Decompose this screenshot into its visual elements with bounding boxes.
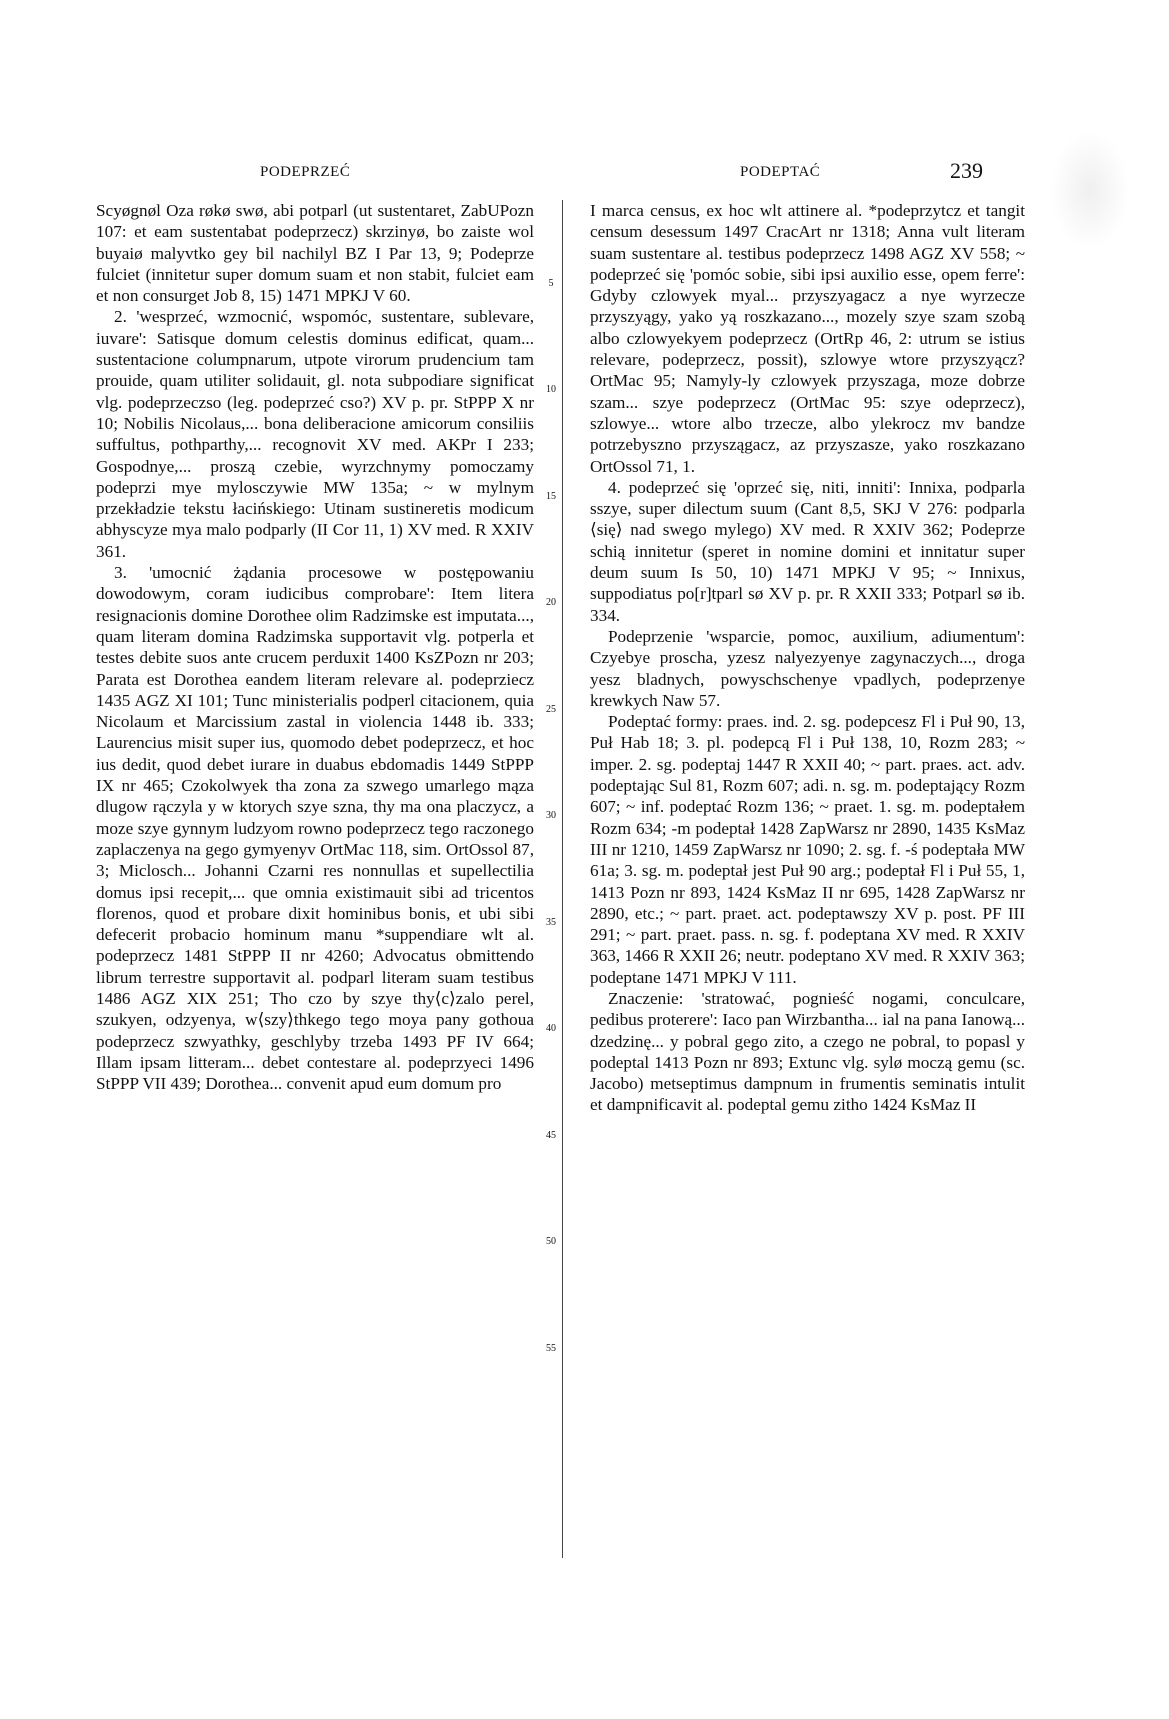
right-column (590, 200, 1025, 1116)
line-number: 30 (546, 810, 556, 821)
line-number: 50 (546, 1236, 556, 1247)
line-number: 40 (546, 1023, 556, 1034)
line-number: 5 (548, 278, 554, 289)
page-smudge (1050, 130, 1130, 250)
line-number: 20 (546, 597, 556, 608)
left-column (96, 200, 534, 1094)
page-header (0, 160, 1169, 190)
line-number: 10 (546, 384, 556, 395)
entry-paragraph: 2. 'wesprzeć, wzmocnić, wspomóc, sustentare, sublevare, iuvare': Satisque domum celestis dominus edificat, quam... sustentacione columpnarum, utpote virorum prudencium tam prouide, quam utiliter solidauit, gl. nota subpodiare significat vlg. podeprzeczso (leg. podeprzeć cso?) XV p. pr. StPPP X nr 10; Nobilis Nicolaus,... bona deliberacione amicorum consiliis suffultus, pothparthy,... recognovit XV med. AKPr I 233; Gospodnye,... proszą czebie, wyrzchnymy pomoczamy podeprzi mye mylosczywie MW 135a; ~ w mylnym przekładzie tekstu łacińskiego: Utinam sustineretis modicum abhyscyze mya malo podparly (II Cor 11, 1) XV med. R XXIV 361. (96, 307, 534, 561)
line-number: 45 (546, 1130, 556, 1141)
line-number-gutter (540, 200, 562, 1558)
entry-paragraph: Scyøgnøl Oza røkø swø, abi potparl (ut sustentaret, ZabUPozn 107: et eam sustentabat podeprzecz) skrzinyø, bo zaiste wol buyaiø malyvtko gey bil nachilyl BZ I Par 13, 9; Podeprze fulciet (innitetur super domum suam et non stabit, fulciet eam et non consurget Job 8, 15) 1471 MPKJ V 60. (96, 201, 534, 306)
line-number: 15 (546, 491, 556, 502)
page-number: 239 (950, 158, 983, 183)
line-number: 25 (546, 704, 556, 715)
left-running-head: PODEPRZEĆ (260, 164, 351, 180)
entry-paragraph: 3. 'umocnić żądania procesowe w postępowaniu dowodowym, coram iudicibus comprobare': Item litera resignacionis domine Dorothee olim Radzimske est imputata..., quam literam domina Radzimska supportavit vlg. potperla et testes debite suos ante crucem perduxit 1400 KsZPozn nr 203; Parata est Dorothea eandem literam relevare al. podeprziecz 1435 AGZ XI 101; Tunc ministerialis podperl citacionem, quia Nicolaum et Marcissium zastal in violencia 1448 ib. 333; Laurencius misit super ius, quomodo debet podeprzecz, et hoc ius dedit, quod debet iurare in duabus ebdomadis 1449 StPPP IX nr 465; Czokolwyek tha zona za szwego umarlego mąza dlugow rączyla y w ktorych szye szna, thy ma ona placzycz, a moze szye gynnym ludzyom rowno podeprzecz tego raczonego zaplaczenya na gego gymyenyv OrtMac 118, sim. OrtOssol 87, 3; Miclosch... Johanni Czarni res nonnullas et supellectilia domus ipsi recepit,... que omnia existimauit sibi ad tricentos florenos, quod et probare dixit hominibus bonis, et ubi sibi defecerit probacio hominum manu *suppendiare wlt al. podeprzecz 1481 StPPP II nr 4260; Advocatus obmittendo librum terrestre supportavit al. podparl literam suam testibus 1486 AGZ XIX 251; Tho czo by szye thy⟨c⟩zalo perel, szukyen, odzyenya, w⟨szy⟩thkego tego moya pany gothoua podeprzecz szwyathky, geschlyby trzeba 1493 PF IV 664; Illam ipsam litteram... debet contestare al. podeprzyeci 1496 StPPP VII 439; Dorothea... convenit apud eum domum pro (96, 563, 534, 1094)
entry-paragraph: Znaczenie: 'stratować, pognieść nogami, conculcare, pedibus proterere': Iaco pan Wirzbantha... ial na pana Ianową... dzedzinę... y pobral gego zito, a czego ne pobral, to popasl y podeptal 1413 Pozn nr 893; Extunc vlg. sylø moczą gemu (sc. Jacobo) metseptimus dampnum in frumentis seminatis intulit et dampnificavit al. podeptal gemu zitho 1424 KsMaz II (590, 988, 1025, 1115)
entry-paragraph: 4. podeprzeć się 'oprzeć się, niti, inniti': Innixa, podparla sszye, super dilectum suum (Cant 8,5, SKJ V 276: podparla ⟨się⟩ nad swego mylego) XV med. R XXIV 362; Podeprze schią innitetur (speret in nomine domini et innitatur super deum suum Is 50, 10) 1471 MPKJ V 95; ~ Innixus, suppodiatus po[r]tparl sø XV p. pr. R XXII 333; Potparl sø ib. 334. (590, 477, 1025, 625)
line-number: 55 (546, 1343, 556, 1354)
column-divider (562, 200, 563, 1558)
entry-paragraph: I marca census, ex hoc wlt attinere al. *podeprzytcz et tangit censum desessum 1497 CracArt nr 1318; Anna vult literam suam sustentare al. testibus podeprzecz 1498 AGZ XV 558; ~ podeprzeć się 'pomóc sobie, sibi ipsi auxilio esse, opem ferre': Gdyby czlowyek myal... przyszyagacz a nye wyrzecze przyszyągy, yako yą roszkazano..., mozely szye szam szobą albo czlowyekyem podeprzecz (OrtRp 46, 2: utrum se istius relevare, podeprzecz, possit), szlowye wtore przyszyącz? OrtMac 95; Namyly-ly czlowyek przyszaga, moze dobrze szam... szye podeprzecz (OrtMac 95: szye odeprzecz), szlowye... wtore albo trzecze, albo ylekrocz mv bandze potrzebyszno przyszągacz, az przyszasze, yako roszkazano OrtOssol 71, 1. (590, 201, 1025, 476)
entry-paragraph: Podeprzenie 'wsparcie, pomoc, auxilium, adiumentum': Czyebye proscha, yzesz nalyezyenye zagynaczych..., droga yesz bladnych, powyschschenye vpadlych, podeprzenye krewkych Naw 57. (590, 626, 1025, 710)
line-number: 35 (546, 917, 556, 928)
right-running-head: PODEPTAĆ (740, 164, 821, 180)
entry-paragraph: Podeptać formy: praes. ind. 2. sg. podepcesz Fl i Puł 90, 13, Puł Hab 18; 3. pl. podepcą Fl i Puł 138, 10, Rozm 283; ~ imper. 2. sg. podeptaj 1447 R XXII 40; ~ part. praes. act. adv. podeptając Sul 81, Rozm 607; adi. n. sg. m. podeptający Rozm 607; ~ inf. podeptać Rozm 136; ~ praet. 1. sg. m. podeptałem Rozm 634; -m podeptał 1428 ZapWarsz nr 2890, 1435 KsMaz III nr 1210, 1459 ZapWarsz nr 1090; 2. sg. f. -ś podeptała MW 61a; 3. sg. m. podeptał jest Puł 90 arg.; podeptał Fl i Puł 55, 1, 1413 Pozn nr 893, 1424 KsMaz II nr 695, 1428 ZapWarsz nr 2890, etc.; ~ part. praet. act. podeptawszy XV p. post. PF III 291; ~ part. praet. pass. n. sg. f. podeptana XV med. R XXIV 363, 1466 R XXII 26; neutr. podeptano XV med. R XXIV 363; podeptane 1471 MPKJ V 111. (590, 712, 1025, 987)
